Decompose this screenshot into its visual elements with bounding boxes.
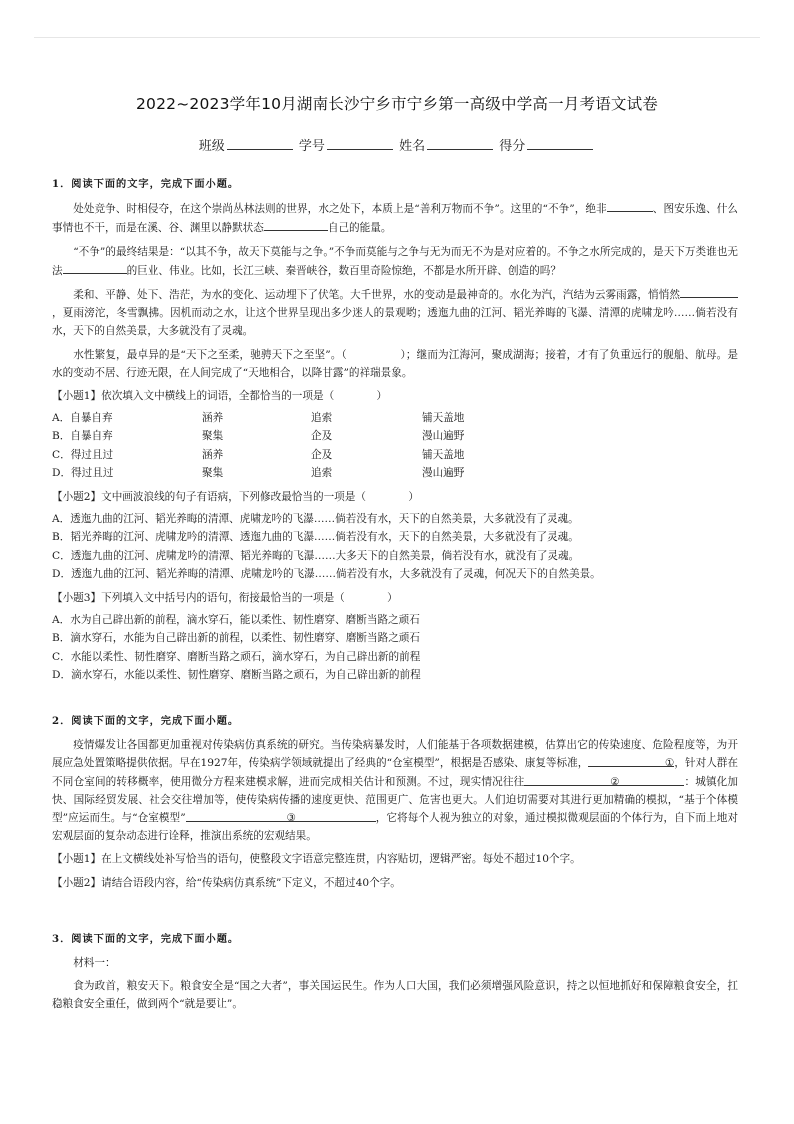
exam-content (52, 175, 738, 1019)
blank-marker-1: ① (664, 757, 675, 770)
q2-subquestion-2: 【小题2】请结合语段内容，给“传染病仿真系统”下定义，不超过40个字。 (52, 876, 401, 889)
q1-p2-text-b: 的巨业、伟业。比如，长江三峡、秦晋峡谷，数百里奇险惊绝，不都是水所开辟、创造的吗？ (126, 264, 561, 277)
option-cell: C．得过且过 (52, 448, 114, 461)
option-cell: 企及 (311, 430, 333, 443)
option-cell: 企及 (311, 448, 333, 461)
section-spacer (52, 690, 738, 712)
class-label: 班级 (198, 139, 225, 154)
q1-paragraph-2 (52, 243, 738, 280)
option-cell: A．自暴自弃 (52, 412, 113, 425)
q1-blank-1[interactable] (607, 199, 653, 212)
q1-blank-4[interactable] (680, 285, 738, 298)
option-cell: 铺天盖地 (422, 412, 465, 425)
q2-subquestion-1: 【小题1】在上文横线处补写恰当的语句，使整段文字语意完整连贯，内容贴切，逻辑严密。每处不超过10个字。 (52, 853, 581, 866)
option-cell: 追索 (311, 466, 333, 479)
q1-s2-option-c[interactable]: C．透迤九曲的江河、虎啸龙吟的清潭、韬光养晦的飞瀑……大多天下的自然美景，倘若没有水，就没有了灵魂。 (52, 549, 580, 562)
q1-p3-text-a: 柔和、平静、处下、浩茫，为水的变化、运动埋下了伏笔。大千世界，水的变动是最神奇的。水化为汽，汽结为云雾雨露，悄悄然 (73, 289, 680, 302)
option-cell: 追索 (311, 412, 333, 425)
option-cell: 漫山遍野 (422, 466, 465, 479)
option-cell: 涵养 (202, 448, 224, 461)
number-label: 学号 (298, 139, 325, 154)
q1-paragraph-1 (52, 199, 738, 237)
q1-s1-option-c[interactable] (52, 446, 738, 464)
q1-s1-option-a[interactable] (52, 409, 738, 427)
q3-paragraph-1: 食为政首，粮安天下。粮食安全是“国之大者”，事关国运民生。作为人口大国，我们必须增强风险意识，持之以恒地抓好和保障粮食安全，扛稳粮食安全重任，做到两个“就是要让”。 (52, 980, 738, 1011)
q1-blank-3[interactable] (63, 261, 127, 274)
q1-subquestion-3: 【小题3】下列填入文中括号内的语句，衔接最恰当的一项是（ ） (52, 591, 398, 604)
score-label: 得分 (499, 139, 526, 154)
q1-s1-option-b[interactable] (52, 427, 738, 445)
score-blank[interactable] (527, 137, 593, 150)
blank-marker-3: ③ (286, 811, 296, 824)
q1-subquestion-1: 【小题1】依次填入文中横线上的词语，全都恰当的一项是（ ） (52, 390, 388, 403)
q2-p1-text-c: ：城镇化加快、国际经贸发展、社会交往增加等，使传染病传播的速度更快、范围更广、危害也更大。人们迫切需要对其进行更加精确的模拟，“基于个体模型”应运而生。与“仓室模型” (52, 775, 739, 824)
class-blank[interactable] (227, 137, 293, 150)
name-label: 姓名 (399, 139, 426, 154)
q1-blank-2[interactable] (264, 218, 328, 231)
q2-paragraph-1 (52, 736, 738, 845)
q2-p1-text-d: ，它将每个人视为独立的对象，通过模拟微观层面的个体行为，自下而上地对宏观层面的复杂动态进行诠释，推演出系统的宏观结果。 (52, 811, 739, 843)
question-3-heading: 3．阅读下面的文字，完成下面小题。 (52, 932, 240, 945)
page-title: 2022~2023学年10月湖南长沙宁乡市宁乡第一高级中学高一月考语文试卷 (135, 95, 658, 113)
q1-paragraph-3 (52, 285, 738, 341)
option-cell: 铺天盖地 (422, 448, 465, 461)
q1-s2-option-d[interactable]: D．透迤九曲的江河、韬光养晦的清潭、虎啸龙吟的飞瀑……倘若没有水，大多就没有了灵魂，何况天下的自然美景。 (52, 567, 601, 580)
q2-p1-text-b: ，针对人群在不同仓室间的转移概率，使用微分方程来建模求解，进而完成相关估计和预测。不过，现实情况往往 (52, 757, 739, 788)
q1-s3-option-a[interactable]: A．水为自己辟出新的前程，滴水穿石，能以柔性、韧性磨穿、磨断当路之顽石 (52, 614, 420, 627)
question-1-heading: 1．阅读下面的文字，完成下面小题。 (52, 178, 240, 190)
q1-p3-text-b: ，夏雨滂沱，冬雪飘拂。因机而动之水，让这个世界呈现出多少迷人的景观哟；透迤九曲的江河、韬光养晦的飞瀑、清潭的虎啸龙吟……倘若没有水，天下的自然美景，大多就没有了灵魂。 (52, 307, 738, 338)
option-cell: D．得过且过 (52, 466, 114, 479)
student-info-line (0, 135, 794, 154)
q1-s3-options (52, 611, 738, 684)
q1-s2-options (52, 510, 738, 583)
section-spacer (52, 896, 738, 930)
header-divider (34, 37, 760, 38)
q2-p1-text-a: 疫情爆发让各国都更加重视对传染病仿真系统的研究。当传染病暴发时，人们能基于各项数据建模，估算出它的传染速度、危险程度等，为开展应急处置策略提供依据。早在1927年，传染病学领域就提出了经典的“仓室模型”，根据是否感染、康复等标准， (52, 739, 738, 770)
blank-marker-2: ② (610, 775, 620, 788)
q1-s3-option-d[interactable]: D．滴水穿石，水能以柔性、韧性磨穿、磨断当路之顽石，为自己辟出新的前程 (52, 668, 421, 681)
q1-s3-option-c[interactable]: C．水能以柔性、韧性磨穿、磨断当路之顽石，滴水穿石，为自己辟出新的前程 (52, 650, 421, 663)
q1-paragraph-4: 水性繁复，最卓异的是“天下之至柔，驰骋天下之至坚”。（ ）；继而为江海河，聚成湖海；接着，才有了负重远行的舰船、航母。是水的变动不居、行迹无限，在人间完成了“天地相合，以降甘露”的祥瑞景象。 (52, 348, 738, 379)
question-2-heading: 2．阅读下面的文字，完成下面小题。 (52, 714, 240, 727)
q1-s2-option-a[interactable]: A．透迤九曲的江河、韬光养晦的清潭、虎啸龙吟的飞瀑……倘若没有水，天下的自然美景，大多就没有了灵魂。 (52, 513, 579, 526)
q2-blank-1[interactable] (588, 754, 675, 770)
name-blank[interactable] (427, 137, 493, 150)
option-cell: 聚集 (202, 466, 224, 479)
q1-subquestion-2: 【小题2】文中画波浪线的句子有语病，下列修改最恰当的一项是（ ） (52, 490, 419, 503)
q1-s2-option-b[interactable]: B．韬光养晦的江河、虎啸龙吟的清潭、透迤九曲的飞瀑……倘若没有水，天下的自然美景，大多就没有了灵魂。 (52, 531, 579, 544)
q1-p2-text-a: “不争”的最终结果是：“以其不争，故天下莫能与之争。”不争而莫能与之争与无为而无不为是对应着的。不争之水所完成的，是天下万类谁也无法 (52, 245, 738, 277)
q3-material-label: 材料一： (73, 956, 116, 969)
number-blank[interactable] (327, 137, 393, 150)
q2-blank-3[interactable] (186, 809, 376, 822)
q1-s1-option-d[interactable] (52, 464, 738, 482)
option-cell: 聚集 (202, 430, 224, 443)
q1-p1-text-c: 自己的能量。 (327, 222, 392, 235)
option-cell: B．自暴自弃 (52, 430, 113, 443)
q2-blank-2[interactable] (524, 773, 684, 786)
option-cell: 涵养 (202, 412, 224, 425)
q1-s1-options (52, 409, 738, 482)
q1-s3-option-b[interactable]: B．滴水穿石，水能为自己辟出新的前程，以柔性、韧性磨穿、磨断当路之顽石 (52, 632, 420, 645)
q1-p1-text-b: 、图安乐逸、什么事情也不干，而是在溪、谷、渊里以静默状态 (52, 203, 738, 235)
q1-p1-text-a: 处处竞争、时相侵夺，在这个崇尚丛林法则的世界，水之处下，本质上是“善利万物而不争”。这里的“不争”，绝非 (73, 203, 607, 216)
option-cell: 漫山遍野 (422, 430, 465, 443)
